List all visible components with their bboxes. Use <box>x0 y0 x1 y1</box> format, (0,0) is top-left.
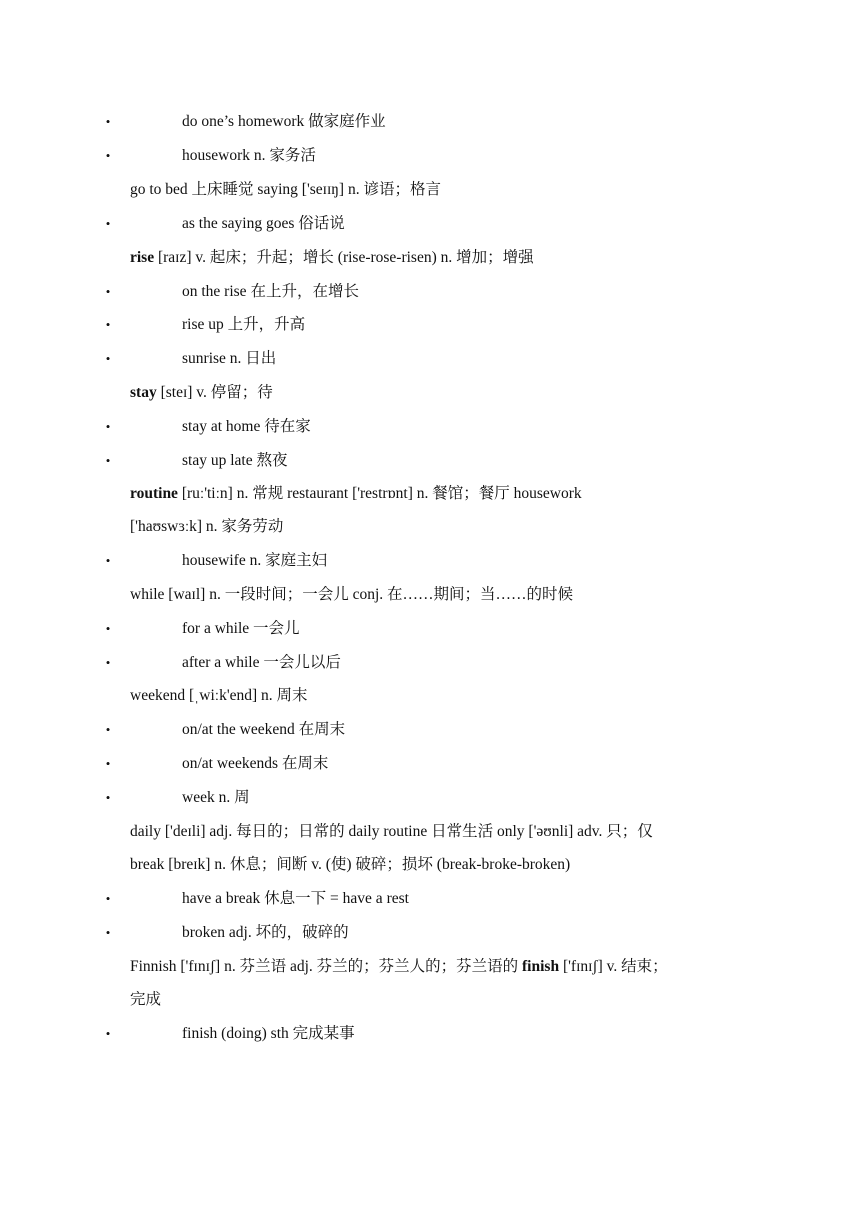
list-item-text: housework n. 家务活 <box>182 147 316 164</box>
paragraph-text: go to bed 上床睡觉 saying ['seɪɪŋ] n. 谚语；格言 <box>130 181 441 198</box>
paragraph-line <box>0 482 860 506</box>
list-item-text: broken adj. 坏的，破碎的 <box>182 924 349 941</box>
bullet-marker: • <box>105 553 111 568</box>
bullet-marker: • <box>105 453 111 468</box>
list-item <box>0 549 860 573</box>
paragraph-line <box>0 178 860 202</box>
paragraph-text: weekend [ˌwiːk'end] n. 周末 <box>130 687 308 704</box>
paragraph-line <box>0 381 860 405</box>
headword: stay <box>130 384 157 401</box>
bullet-marker: • <box>105 317 111 332</box>
paragraph-line <box>0 246 860 270</box>
list-item-text: finish (doing) sth 完成某事 <box>182 1025 355 1042</box>
paragraph-text: ['haʊswɜːk] n. 家务劳动 <box>130 518 284 535</box>
bullet-marker: • <box>105 351 111 366</box>
list-item-text: sunrise n. 日出 <box>182 350 277 367</box>
bullet-marker: • <box>105 621 111 636</box>
paragraph-text: daily ['deɪli] adj. 每日的；日常的 daily routine 日常生活 only ['əʊnli] adv. 只；仅 <box>130 823 653 840</box>
bullet-marker: • <box>105 148 111 163</box>
list-item-text: on/at weekends 在周末 <box>182 755 329 772</box>
definition-text: ['fɪnɪʃ] v. 结束； <box>559 958 668 975</box>
list-item <box>0 887 860 911</box>
bullet-marker: • <box>105 216 111 231</box>
definition-text: Finnish ['fɪnɪʃ] n. 芬兰语 adj. 芬兰的；芬兰人的；芬兰语的 <box>130 958 523 975</box>
bullet-marker: • <box>105 790 111 805</box>
paragraph-text <box>130 482 582 506</box>
headword: routine <box>130 485 178 502</box>
list-item-text: do one’s homework 做家庭作业 <box>182 113 386 130</box>
list-item <box>0 752 860 776</box>
paragraph-line <box>0 684 860 708</box>
list-item <box>0 212 860 236</box>
paragraph-text <box>130 955 668 979</box>
paragraph-text: break [breɪk] n. 休息；间断 v. (使) 破碎；损坏 (break-broke-broken) <box>130 856 571 873</box>
bullet-marker: • <box>105 284 111 299</box>
paragraph-text <box>130 246 534 270</box>
bullet-marker: • <box>105 419 111 434</box>
list-item-text: rise up 上升，升高 <box>182 316 306 333</box>
list-item <box>0 280 860 304</box>
bullet-marker: • <box>105 722 111 737</box>
definition-text: [steɪ] v. 停留；待 <box>156 384 273 401</box>
paragraph-text: 完成 <box>130 991 162 1008</box>
list-item-text: on/at the weekend 在周末 <box>182 721 346 738</box>
list-item <box>0 144 860 168</box>
paragraph-text: while [waɪl] n. 一段时间；一会儿 conj. 在……期间；当……的时候 <box>130 586 574 603</box>
paragraph-line <box>0 820 860 844</box>
list-item <box>0 415 860 439</box>
list-item-text: as the saying goes 俗话说 <box>182 215 345 232</box>
paragraph-line <box>0 515 860 539</box>
headword: rise <box>130 249 155 266</box>
definition-text: [ruː'tiːn] n. 常规 restaurant ['restrɒnt] n. 餐馆；餐厅 housework <box>177 485 582 502</box>
bullet-marker: • <box>105 756 111 771</box>
list-item-text: for a while 一会儿 <box>182 620 300 637</box>
list-item <box>0 110 860 134</box>
list-item-text: have a break 休息一下 = have a rest <box>182 890 409 907</box>
bullet-marker: • <box>105 114 111 129</box>
bullet-marker: • <box>105 1026 111 1041</box>
list-item <box>0 1022 860 1046</box>
list-item-text: stay up late 熬夜 <box>182 452 288 469</box>
list-item-text: on the rise 在上升，在增长 <box>182 283 359 300</box>
list-item-text: housewife n. 家庭主妇 <box>182 552 328 569</box>
list-item <box>0 786 860 810</box>
paragraph-line <box>0 988 860 1012</box>
bullet-marker: • <box>105 891 111 906</box>
paragraph-line <box>0 583 860 607</box>
list-item <box>0 651 860 675</box>
bullet-marker: • <box>105 655 111 670</box>
list-item-text: stay at home 待在家 <box>182 418 311 435</box>
list-item <box>0 921 860 945</box>
list-item <box>0 449 860 473</box>
list-item <box>0 347 860 371</box>
paragraph-line <box>0 955 860 979</box>
headword: finish <box>522 958 560 975</box>
list-item-text: after a while 一会儿以后 <box>182 654 341 671</box>
definition-text: [raɪz] v. 起床；升起；增长 (rise-rose-risen) n. 增加；增强 <box>154 249 534 266</box>
list-item <box>0 617 860 641</box>
list-item <box>0 718 860 742</box>
list-item-text: week n. 周 <box>182 789 250 806</box>
list-item <box>0 313 860 337</box>
paragraph-line <box>0 853 860 877</box>
paragraph-text <box>130 381 273 405</box>
bullet-marker: • <box>105 925 111 940</box>
